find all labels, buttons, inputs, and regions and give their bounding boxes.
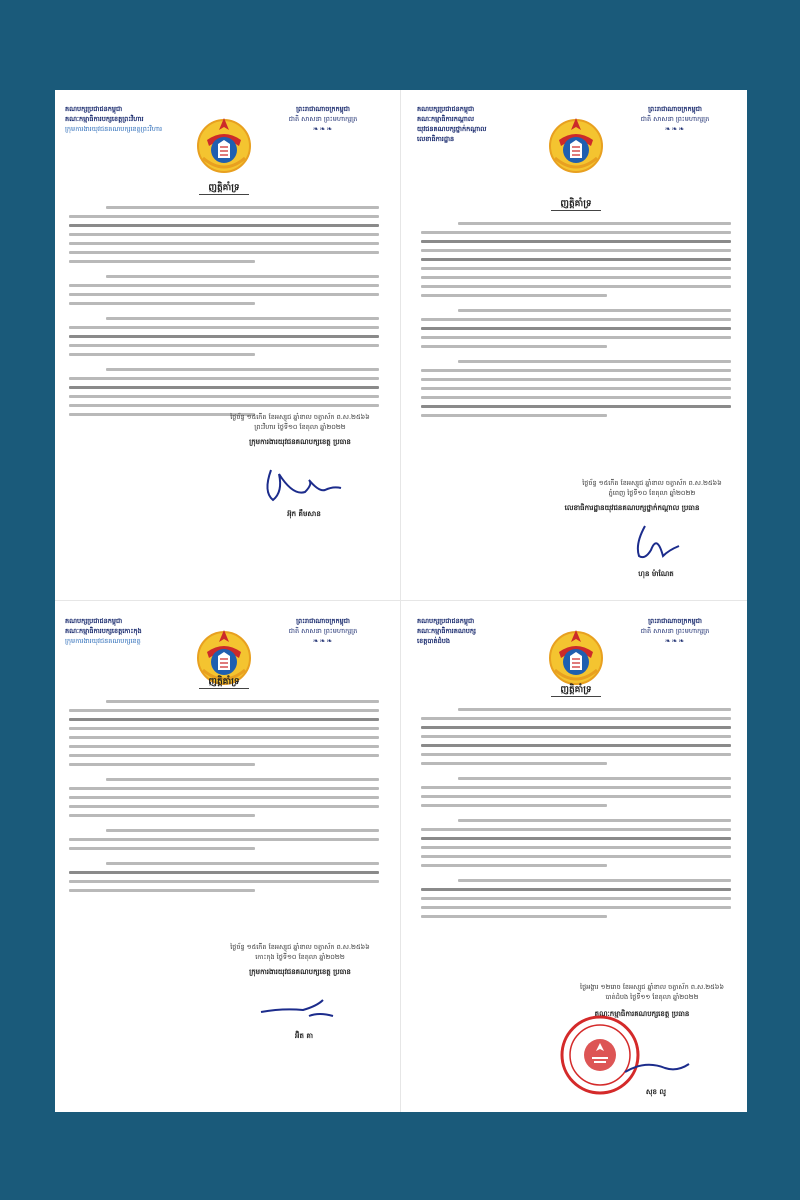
signature: [253, 986, 353, 1030]
letter-body: [69, 206, 379, 422]
kingdom-name: ព្រះរាជាណាចក្រកម្ពុជា: [648, 617, 702, 625]
party-header: [65, 104, 185, 134]
document-sheet: [55, 90, 747, 1112]
date-line: ថ្ងៃអង្គារ ១២រោច ខែអស្សុជ ឆ្នាំខាល ចត្វាស័ក ព.ស.២៥៦៦ បាត់ដំបង ថ្ងៃទី១១ ខែតុលា ឆ្នាំ២០២២: [580, 983, 724, 1001]
party-name: គណបក្សប្រជាជនកម្ពុជា: [65, 617, 123, 625]
letter-body: [421, 222, 731, 423]
date-line: ថ្ងៃច័ន្ទ ១៥កើត ខែអស្សុជ ឆ្នាំខាល ចត្វាស័ក ព.ស.២៥៦៦ ព្រះវិហារ ថ្ងៃទី១០ ខែតុលា ឆ្នាំ២០២២: [230, 413, 370, 431]
petition-letter: [407, 602, 745, 1112]
letter-title: ញត្តិគាំទ្រ: [208, 183, 240, 193]
letter-title: ញត្តិគាំទ្រ: [208, 677, 240, 687]
ornament-icon: ❧❧❧: [312, 637, 334, 645]
party-logo-icon: [545, 110, 607, 176]
signature: [605, 520, 705, 564]
party-logo-icon: [193, 110, 255, 176]
letter-body: [421, 708, 731, 924]
party-header: [417, 104, 537, 144]
party-logo-icon: [545, 622, 607, 688]
signer-name: អ៊ុក គឹមសាន: [287, 510, 321, 518]
signature: [253, 462, 353, 506]
signer-name: សុខ លូ: [645, 1088, 667, 1096]
signer-name: អ៊ិត គា: [295, 1032, 313, 1040]
party-committee: គណៈកម្មាធិការបក្សខេត្តព្រះវិហារ: [65, 115, 144, 123]
party-unit: ក្រុមការងារយុវជនគណបក្សខេត្ត: [65, 637, 141, 645]
letter-title: ញត្តិគាំទ្រ: [560, 199, 592, 209]
petition-letter: [55, 90, 393, 600]
kingdom-motto: ជាតិ សាសនា ព្រះមហាក្សត្រ: [640, 115, 710, 123]
title-underline: [199, 688, 249, 689]
divider: [400, 90, 401, 1112]
date-line: ថ្ងៃច័ន្ទ ១៥កើត ខែអស្សុជ ឆ្នាំខាល ចត្វាស័ក ព.ស.២៥៦៦ ភ្នំពេញ ថ្ងៃទី១០ ខែតុលា ឆ្នាំ២០២២: [582, 479, 722, 497]
kingdom-header: [615, 104, 735, 134]
party-name: គណបក្សប្រជាជនកម្ពុជា: [417, 105, 475, 113]
party-committee: គណៈកម្មាធិការកណ្តាល: [417, 115, 475, 123]
signer-title: លេខាធិការដ្ឋានយុវជនគណបក្សថ្នាក់កណ្តាល ប្រធាន: [564, 504, 700, 512]
kingdom-motto: ជាតិ សាសនា ព្រះមហាក្សត្រ: [640, 627, 710, 635]
kingdom-name: ព្រះរាជាណាចក្រកម្ពុជា: [296, 105, 350, 113]
petition-letter: [55, 602, 393, 1112]
signer-name: ហុន ម៉ាណែត: [638, 570, 674, 578]
signer-title: គណៈកម្មាធិការគណបក្សខេត្ត ប្រធាន: [594, 1010, 690, 1018]
party-committee: គណៈកម្មាធិការគណបក្ស: [417, 627, 476, 635]
party-name: គណបក្សប្រជាជនកម្ពុជា: [65, 105, 123, 113]
divider: [55, 600, 747, 601]
kingdom-motto: ជាតិ សាសនា ព្រះមហាក្សត្រ: [288, 627, 358, 635]
party-header: [65, 616, 185, 646]
letter-body: [69, 700, 379, 898]
title-underline: [551, 696, 601, 697]
kingdom-name: ព្រះរាជាណាចក្រកម្ពុជា: [648, 105, 702, 113]
ornament-icon: ❧❧❧: [312, 125, 334, 133]
party-unit: លេខាធិការដ្ឋាន: [417, 135, 455, 143]
signature: [605, 1042, 705, 1086]
ornament-icon: ❧❧❧: [664, 637, 686, 645]
party-unit: យុវជនគណបក្សថ្នាក់កណ្តាល: [417, 125, 487, 133]
kingdom-motto: ជាតិ សាសនា ព្រះមហាក្សត្រ: [288, 115, 358, 123]
kingdom-header: [615, 616, 735, 646]
kingdom-name: ព្រះរាជាណាចក្រកម្ពុជា: [296, 617, 350, 625]
kingdom-header: [263, 104, 383, 134]
date-line: ថ្ងៃច័ន្ទ ១៥កើត ខែអស្សុជ ឆ្នាំខាល ចត្វាស័ក ព.ស.២៥៦៦ កោះកុង ថ្ងៃទី១០ ខែតុលា ឆ្នាំ២០២២: [230, 943, 370, 961]
kingdom-header: [263, 616, 383, 646]
title-underline: [551, 210, 601, 211]
party-header: [417, 616, 537, 646]
party-committee: គណៈកម្មាធិការបក្សខេត្តកោះកុង: [65, 627, 142, 635]
signer-title: ក្រុមការងារយុវជនគណបក្សខេត្ត ប្រធាន: [249, 968, 351, 976]
party-unit: ក្រុមការងារយុវជនគណបក្សខេត្តព្រះវិហារ: [65, 125, 163, 133]
ornament-icon: ❧❧❧: [664, 125, 686, 133]
signer-title: ក្រុមការងារយុវជនគណបក្សខេត្ត ប្រធាន: [249, 438, 351, 446]
party-name: គណបក្សប្រជាជនកម្ពុជា: [417, 617, 475, 625]
letter-title: ញត្តិគាំទ្រ: [560, 685, 592, 695]
petition-letter: [407, 90, 745, 600]
title-underline: [199, 194, 249, 195]
party-unit: ខេត្តបាត់ដំបង: [417, 637, 451, 645]
